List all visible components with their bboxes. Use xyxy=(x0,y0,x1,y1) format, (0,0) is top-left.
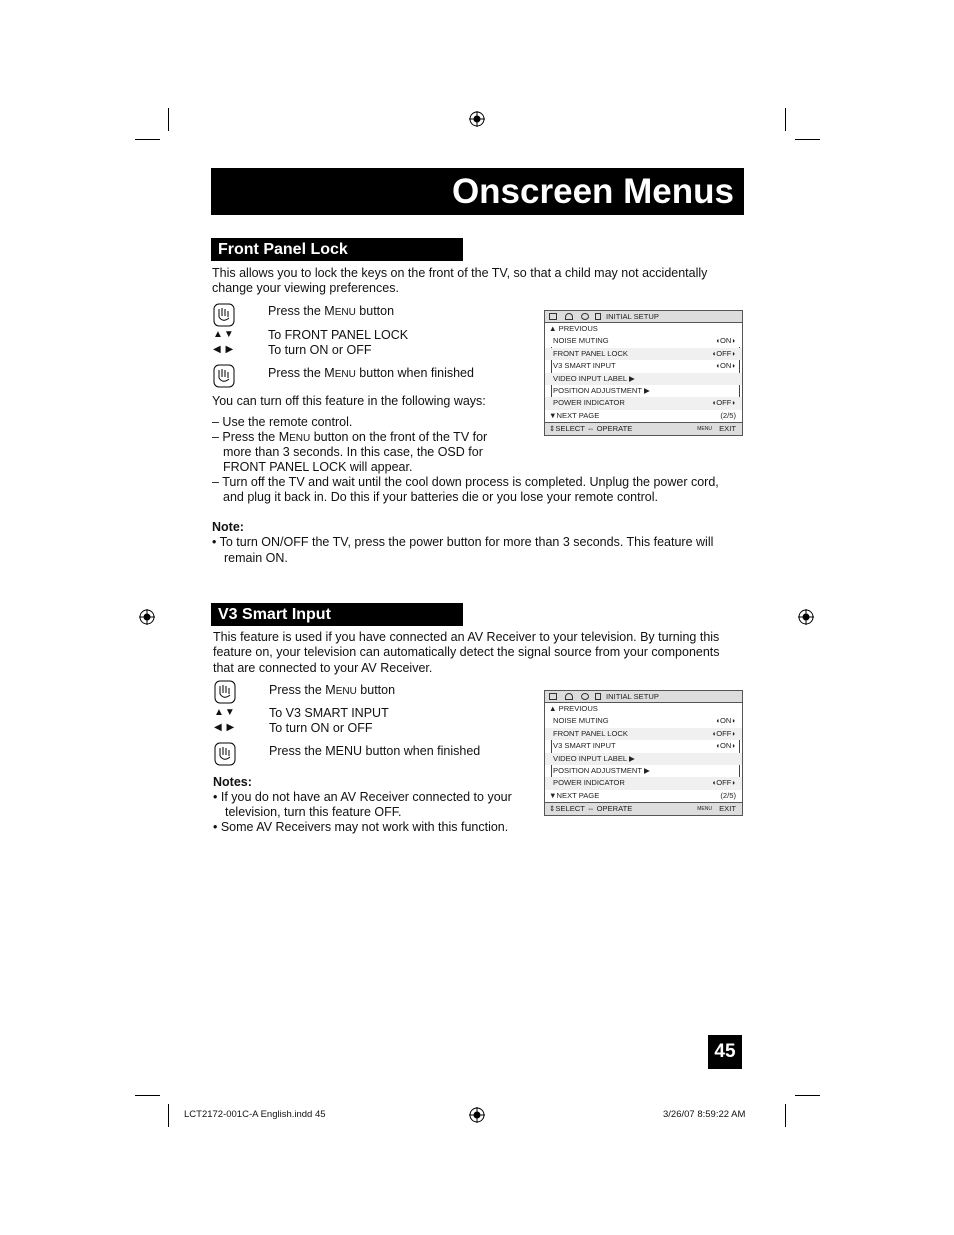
intro-text: This feature is used if you have connected an AV Receiver to your television. By turning this xyxy=(213,630,720,644)
crop-mark xyxy=(785,1104,786,1127)
osd-footer: ⇕SELECT ⇔ OPERATE MENU EXIT xyxy=(545,422,742,435)
hand-press-icon xyxy=(213,303,235,327)
way-item: – Use the remote control. xyxy=(212,415,353,429)
osd-header-title: INITIAL SETUP xyxy=(606,692,659,701)
registration-mark-icon xyxy=(798,609,814,625)
registration-mark-icon xyxy=(139,609,155,625)
osd-previous: ▲ PREVIOUS xyxy=(549,704,598,713)
clock-icon xyxy=(581,313,589,320)
left-right-arrows-icon: ◀ ▶ xyxy=(213,344,235,355)
osd-item: FRONT PANEL LOCK ◖OFF◗ xyxy=(545,348,742,360)
up-down-arrows-icon: ▲▼ xyxy=(214,707,236,718)
crop-mark xyxy=(135,1095,160,1096)
crop-mark xyxy=(795,1095,820,1096)
osd-item: NOISE MUTING ◖ON◗ xyxy=(553,336,736,346)
note-text: remain ON. xyxy=(224,551,288,565)
up-down-arrows-icon: ▲▼ xyxy=(213,329,235,340)
osd-header xyxy=(545,311,742,323)
footer-date: 3/26/07 8:59:22 AM xyxy=(663,1109,746,1120)
step-finish: Press the MENU button when finished xyxy=(268,366,474,380)
osd-item: VIDEO INPUT LABEL ▶ xyxy=(545,753,742,765)
way-item: – Press the MENU button on the front of the TV for xyxy=(212,430,488,444)
crop-mark xyxy=(168,1104,169,1127)
osd-menu-screenshot xyxy=(544,690,743,816)
setup-icon xyxy=(595,313,601,320)
crop-mark xyxy=(168,108,169,131)
footer-filename: LCT2172-001C-A English.indd 45 xyxy=(184,1109,326,1120)
ways-intro: You can turn off this feature in the following ways: xyxy=(212,394,486,408)
notes-label: Notes: xyxy=(213,775,252,789)
left-right-arrows-icon: ◀ ▶ xyxy=(214,722,236,733)
clock-icon xyxy=(581,693,589,700)
note-label: Note: xyxy=(212,520,244,534)
audio-icon xyxy=(565,313,573,320)
note-text: • Some AV Receivers may not work with this function. xyxy=(213,820,509,834)
step-toggle: To turn ON or OFF xyxy=(268,343,372,357)
osd-item: POSITION ADJUSTMENT ▶ xyxy=(553,765,650,775)
osd-item: V3 SMART INPUT ◖ON◗ xyxy=(553,361,736,371)
osd-next-page: ▼NEXT PAGE (2/5) xyxy=(549,410,736,420)
osd-next-page: ▼NEXT PAGE (2/5) xyxy=(549,790,736,800)
intro-text: that are connected to your AV Receiver. xyxy=(213,661,433,675)
intro-text: change your viewing preferences. xyxy=(212,281,399,295)
osd-item: FRONT PANEL LOCK ◖OFF◗ xyxy=(545,728,742,740)
hand-press-icon xyxy=(213,364,235,388)
audio-icon xyxy=(565,693,573,700)
page-title: Onscreen Menus xyxy=(451,172,734,211)
setup-icon xyxy=(595,693,601,700)
note-text: television, turn this feature OFF. xyxy=(225,805,402,819)
page-title-bar xyxy=(211,168,744,215)
step-select: To FRONT PANEL LOCK xyxy=(268,328,409,342)
osd-item: NOISE MUTING ◖ON◗ xyxy=(553,716,736,726)
step-finish: Press the MENU button when finished xyxy=(269,744,481,758)
intro-text: This allows you to lock the keys on the front of the TV, so that a child may not accidentally xyxy=(212,266,708,280)
step-press-menu: Press the MENU button xyxy=(269,683,396,697)
way-item: more than 3 seconds. In this case, the OSD for xyxy=(223,445,483,459)
way-item: FRONT PANEL LOCK will appear. xyxy=(223,460,413,474)
picture-icon xyxy=(549,313,557,320)
osd-previous: ▲ PREVIOUS xyxy=(549,324,598,333)
way-item: – Turn off the TV and wait until the cool down process is completed. Unplug the power cord, xyxy=(212,475,719,489)
page-number: 45 xyxy=(708,1035,742,1069)
step-toggle: To turn ON or OFF xyxy=(269,721,373,735)
intro-text: feature on, your television can automatically detect the signal source from your components xyxy=(213,645,720,659)
section-heading-front-panel-lock: Front Panel Lock xyxy=(211,238,463,261)
note-text: • If you do not have an AV Receiver connected to your xyxy=(213,790,512,804)
way-item: and plug it back in. Do this if your batteries die or you lose your remote control. xyxy=(223,490,658,504)
osd-item: POSITION ADJUSTMENT ▶ xyxy=(553,385,650,395)
crop-mark xyxy=(785,108,786,131)
note-text: • To turn ON/OFF the TV, press the power button for more than 3 seconds. This feature will xyxy=(212,535,714,549)
osd-item: POWER INDICATOR ◖OFF◗ xyxy=(545,777,742,789)
registration-mark-icon xyxy=(469,111,485,127)
crop-mark xyxy=(135,139,160,140)
hand-press-icon xyxy=(214,742,236,766)
osd-menu-screenshot xyxy=(544,310,743,436)
osd-header xyxy=(545,691,742,703)
osd-item: POWER INDICATOR ◖OFF◗ xyxy=(545,397,742,409)
hand-press-icon xyxy=(214,680,236,704)
section-heading-v3-smart-input: V3 Smart Input xyxy=(211,603,463,626)
osd-item: V3 SMART INPUT ◖ON◗ xyxy=(553,741,736,751)
step-press-menu: Press the MENU button xyxy=(268,304,395,318)
osd-item: VIDEO INPUT LABEL ▶ xyxy=(545,373,742,385)
step-select: To V3 SMART INPUT xyxy=(269,706,389,720)
registration-mark-icon xyxy=(469,1107,485,1123)
crop-mark xyxy=(795,139,820,140)
osd-header-title: INITIAL SETUP xyxy=(606,312,659,321)
picture-icon xyxy=(549,693,557,700)
osd-footer: ⇕SELECT ⇔ OPERATE MENU EXIT xyxy=(545,802,742,815)
